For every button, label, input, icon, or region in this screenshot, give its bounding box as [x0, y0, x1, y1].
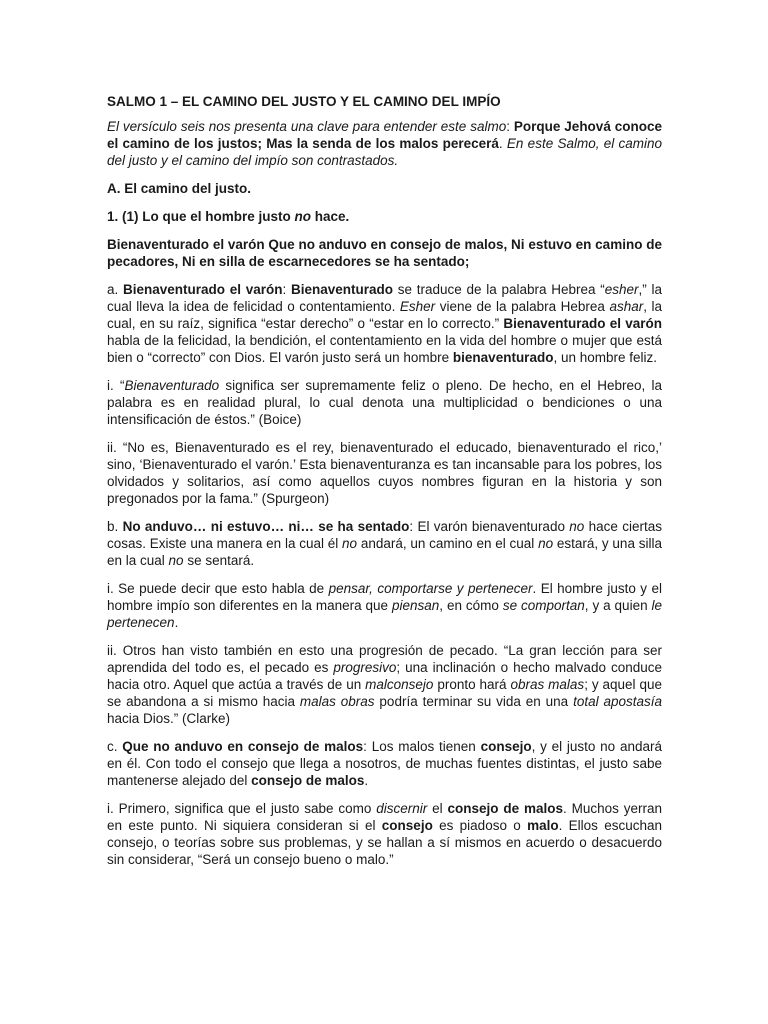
para-c-text-1: : Los malos tienen: [363, 739, 481, 754]
paragraph-c-i: [107, 800, 662, 868]
paragraph-a-ii: ii. “No es, Bienaventurado es el rey, bienaventurado el educado, bienaventurado el rico,’ sino, ‘Bienaventurado el varón.’ Esta bienaventuranza es tan incansable para los pobres, los olvidados y solitarios, así como aquellos cuyos nombres figuran en la historia y son pregonados por la fama.” (Spurgeon): [107, 440, 662, 506]
para-b-i-italic-2: piensan: [392, 598, 440, 613]
para-b-i-italic-4: le pertenecen: [107, 598, 663, 630]
para-c-text-2: , y el justo no andará en él. Con todo el consejo que llega a nosotros, de muchas fuentes distintas, el justo sabe mantenerse alejado del: [107, 739, 662, 788]
para-c-i-bold-3: malo: [527, 818, 559, 833]
subsection-suffix: hace.: [311, 209, 350, 224]
para-b-italic-4: no: [168, 553, 184, 568]
para-a-italic-3: ashar: [609, 299, 644, 314]
para-b-ii-text-6: hacia Dios.” (Clarke): [107, 711, 231, 726]
para-b-italic-3: no: [538, 536, 554, 551]
para-a-bold-2: Bienaventurado: [290, 282, 394, 297]
para-a-text-4: viene de la palabra Hebrea: [435, 299, 610, 314]
para-b-ii-text-1: ii. Otros han visto también en esto una progresión de pecado. “La gran lección para ser aprendida del todo es, el pecado es: [107, 643, 662, 675]
paragraph-b-ii: [107, 642, 662, 727]
para-b-text-1: : El varón bienaventurado: [409, 519, 570, 534]
para-b-text-5: se sentará.: [183, 553, 255, 568]
verse-text: Bienaventurado el varón Que no anduvo en consejo de malos, Ni estuvo en camino de pecadores, Ni en silla de escarnecedores se ha sentado;: [107, 237, 662, 269]
para-a-text-2: se traduce de la palabra Hebrea “: [393, 282, 605, 297]
para-c-i-text-5: . Ellos escuchan consejo, o teorías sobre sus problemas, y se hallan a sí mismos en acuerdo o desacuerdo sin considerar, “Será un consejo bueno o malo.”: [107, 818, 662, 867]
para-a-italic-1: esher: [604, 282, 639, 297]
paragraph-a-i: [107, 377, 662, 428]
para-b-ii-text-5: podría terminar su vida en una: [374, 694, 574, 709]
para-b-ii-italic-2: malconsejo: [365, 677, 434, 692]
para-c-i-italic-1: discernir: [376, 801, 428, 816]
intro-italic-text: El versículo seis nos presenta una clave para entender este salmo: [107, 119, 507, 134]
intro-italic-text-2: En este Salmo, el camino del justo y el camino del impío son contrastados.: [107, 136, 662, 168]
para-b-i-italic-3: se comportan: [502, 598, 585, 613]
para-b-ii-italic-1: progresivo: [333, 660, 397, 675]
para-c-bold-3: consejo de malos: [251, 773, 365, 788]
para-a-i-italic: Bienaventurado: [124, 378, 220, 393]
para-a-text-7: , un hombre feliz.: [553, 350, 658, 365]
para-c-lead: c.: [107, 739, 123, 754]
document-title: SALMO 1 – EL CAMINO DEL JUSTO Y EL CAMINO DEL IMPÍO: [107, 94, 501, 109]
intro-period: .: [498, 136, 507, 151]
para-b-italic-2: no: [342, 536, 358, 551]
intro-paragraph: [107, 118, 662, 169]
para-b-text-4: estará, y una silla en la cual: [107, 536, 662, 568]
para-b-ii-italic-3: obras malas: [510, 677, 585, 692]
paragraph-b-i: [107, 580, 662, 631]
para-b-ii-italic-5: total apostasía: [573, 694, 663, 709]
intro-sep: :: [506, 119, 514, 134]
para-c-text-3: .: [364, 773, 369, 788]
intro-bold-quote: Porque Jehová conoce el camino de los justos; Mas la senda de los malos perecerá: [107, 119, 662, 151]
para-b-i-text-1: i. Se puede decir que esto habla de: [107, 581, 329, 596]
para-b-ii-italic-4: malas obras: [299, 694, 375, 709]
para-a-text-5: , la cual, en su raíz, significa “estar derecho” o “estar en lo correcto.”: [107, 299, 663, 331]
para-a-text-6: habla de la felicidad, la bendición, el contentamiento en la vida del hombre o mujer que está bien o “correcto” con Dios. El varón justo será un hombre: [107, 333, 662, 365]
para-b-i-text-3: , en cómo: [439, 598, 503, 613]
para-a-i-lead: i. “: [107, 378, 125, 393]
para-c-i-bold-1: consejo de malos: [447, 801, 563, 816]
paragraph-b: [107, 518, 662, 569]
para-c-i-text-2: el: [427, 801, 448, 816]
para-b-italic-1: no: [569, 519, 585, 534]
para-c-bold-2: consejo: [480, 739, 532, 754]
para-c-i-text-4: es piadoso o: [432, 818, 528, 833]
para-b-text-2: hace ciertas cosas. Existe una manera en la cual él: [107, 519, 662, 551]
para-b-ii-text-2: ; una inclinación o hecho malvado conduce hacia otro. Aquel que actúa a través de un: [107, 660, 662, 692]
para-c-i-text-1: i. Primero, significa que el justo sabe como: [107, 801, 377, 816]
para-b-i-italic-1: pensar, comportarse y pertenecer: [328, 581, 533, 596]
para-a-i-text: significa ser supremamente feliz o pleno. De hecho, en el Hebreo, la palabra es en realidad plural, lo cual denota una multiplicidad o bendiciones o una intensificación de éstos.” (Boice): [107, 378, 662, 427]
para-b-i-text-5: .: [174, 615, 179, 630]
para-a-lead: a.: [107, 282, 123, 297]
para-b-i-text-2: . El hombre justo y el hombre impío son diferentes en la manera que: [107, 581, 662, 613]
paragraph-c: [107, 738, 662, 789]
para-c-bold-1: Que no anduvo en consejo de malos: [122, 739, 364, 754]
para-a-bold-3: Bienaventurado el varón: [503, 316, 663, 331]
para-c-i-bold-2: consejo: [381, 818, 433, 833]
para-c-i-text-3: . Muchos yerran en este punto. Ni siquiera consideran si el: [107, 801, 663, 833]
subsection-heading-1: [107, 208, 662, 225]
para-b-ii-text-3: pronto hará: [433, 677, 511, 692]
para-a-text-1: :: [282, 282, 291, 297]
para-a-text-3: ,” la cual lleva la idea de felicidad o contentamiento.: [107, 282, 662, 314]
subsection-italic: no: [294, 209, 312, 224]
para-b-text-3: andará, un camino en el cual: [357, 536, 539, 551]
section-heading-a: A. El camino del justo.: [107, 181, 252, 196]
para-b-ii-text-4: ; y aquel que se abandona a si mismo hacia: [107, 677, 662, 709]
para-b-i-text-4: , y a quien: [584, 598, 652, 613]
para-a-italic-2: Esher: [399, 299, 436, 314]
para-a-bold-4: bienaventurado: [452, 350, 554, 365]
subsection-prefix: 1. (1) Lo que el hombre justo: [107, 209, 295, 224]
para-b-bold: No anduvo… ni estuvo… ni… se ha sentado: [122, 519, 410, 534]
paragraph-a: [107, 281, 662, 366]
para-a-bold-1: Bienaventurado el varón: [123, 282, 283, 297]
document-page: [107, 93, 662, 879]
para-b-lead: b.: [107, 519, 123, 534]
